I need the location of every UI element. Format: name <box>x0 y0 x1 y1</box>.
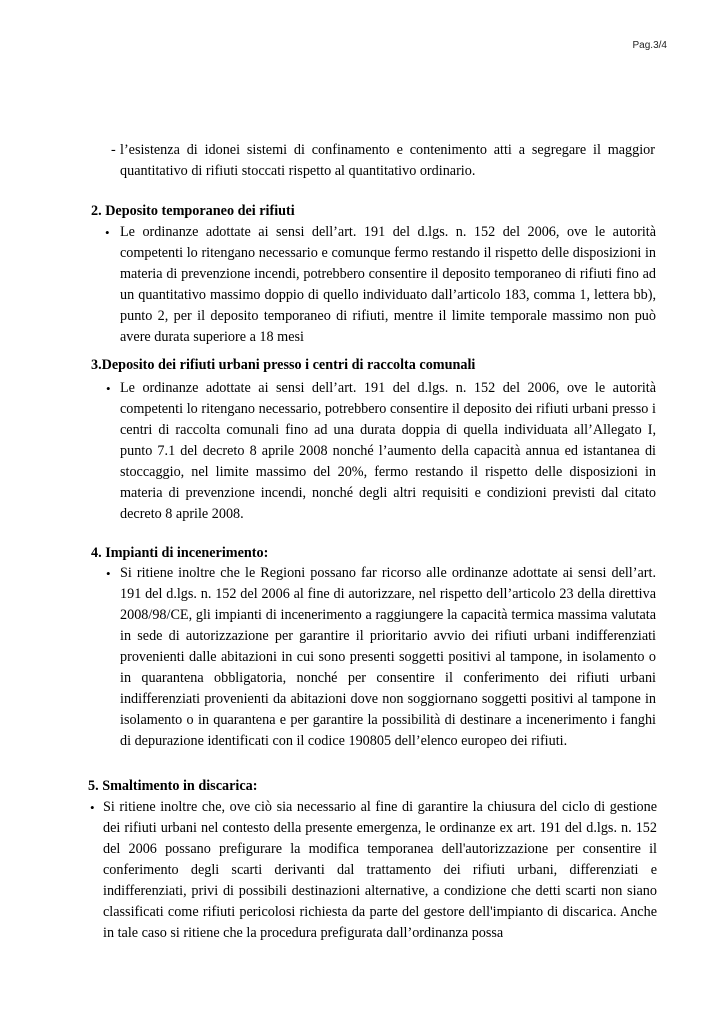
intro-paragraph: l’esistenza di idonei sistemi di confinamento e contenimento atti a segregare il maggior quantitativo di rifiuti stoccati rispetto al quantitativo ordinario. <box>120 142 655 179</box>
section-paragraph-deposito-temporaneo: Le ordinanze adottate ai sensi dell’art. 191 del d.lgs. n. 152 del 2006, ove le autorità competenti lo ritengano necessario e comunque fermo restando il rispetto delle disposizioni in materia di prevenzione incendi, potrebbero consentire il deposito temporaneo di rifiuti fino ad un quantitativo massimo doppio di quello individuato dall’articolo 183, comma 1, lettera bb), punto 2, per il deposito temporaneo di rifiuti, mentre il limite temporale massimo non può avere durata superiore a 18 mesi <box>120 224 656 345</box>
section-heading-deposito-temporaneo: 2. Deposito temporaneo dei rifiuti <box>91 203 295 219</box>
bullet-marker: • <box>106 381 111 396</box>
bullet-marker: • <box>90 800 95 815</box>
section-paragraph-incenerimento: Si ritiene inoltre che le Regioni possano far ricorso alle ordinanze adottate ai sensi dell’art. 191 del d.lgs. n. 152 del 2006 al fine di autorizzare, nel rispetto dell’articolo 23 della direttiva 2008/98/CE, gli impianti di incenerimento a raggiungere la capacità termica massima valutata in sede di autorizzazione per garantire il prioritario avvio dei rifiuti urbani indifferenziati provenienti dalle abitazioni in cui sono presenti soggetti positivi al tampone, in isolamento o in quarantena obbligatoria, nonché per consentire il conferimento dei rifiuti urbani indifferenziati provenienti da abitazioni dove non soggiornano soggetti positivi al tampone in isolamento o in quarantena e per garantire la possibilità di destinare a incenerimento i fanghi di depurazione identificati con il codice 190805 dell’elenco europeo dei rifiuti. <box>120 565 656 749</box>
page-number: Pag.3/4 <box>632 40 667 51</box>
bullet-marker: • <box>105 225 110 240</box>
dash-marker: - <box>111 142 116 158</box>
bullet-marker: • <box>106 566 111 581</box>
section-heading-discarica: 5. Smaltimento in discarica: <box>88 778 258 794</box>
section-paragraph-discarica: Si ritiene inoltre che, ove ciò sia necessario al fine di garantire la chiusura del ciclo di gestione dei rifiuti urbani nel contesto della presente emergenza, le ordinanze ex art. 191 del d.lgs. n. 152 del 2006 possano prefigurare la modifica temporanea dell'autorizzazione per consentire il conferimento degli scarti derivanti dal trattamento dei rifiuti urbani, differenziati e indifferenziati, privi di possibili destinazioni alternative, a condizione che detti scarti non siano classificati come rifiuti pericolosi richiesta da parte del gestore dell'impianto di discarica. Anche in tale caso si ritiene che la procedura prefigurata dall’ordinanza possa <box>103 799 657 941</box>
section-paragraph-rifiuti-urbani: Le ordinanze adottate ai sensi dell’art. 191 del d.lgs. n. 152 del 2006, ove le autorità competenti lo ritengano necessario, potrebbero consentire il deposito dei rifiuti urbani presso i centri di raccolta comunali fino ad una durata doppia di quella individuata all’Allegato I, punto 7.1 del decreto 8 aprile 2008 nonché l’aumento della capacità annua ed istantanea di stoccaggio, nel limite massimo del 20%, fermo restando il rispetto delle disposizioni in materia di prevenzione incendi, nonché degli altri requisiti e condizioni previsti dal citato decreto 8 aprile 2008. <box>120 380 656 522</box>
section-heading-incenerimento: 4. Impianti di incenerimento: <box>91 545 269 561</box>
section-heading-rifiuti-urbani: 3.Deposito dei rifiuti urbani presso i centri di raccolta comunali <box>91 357 476 373</box>
